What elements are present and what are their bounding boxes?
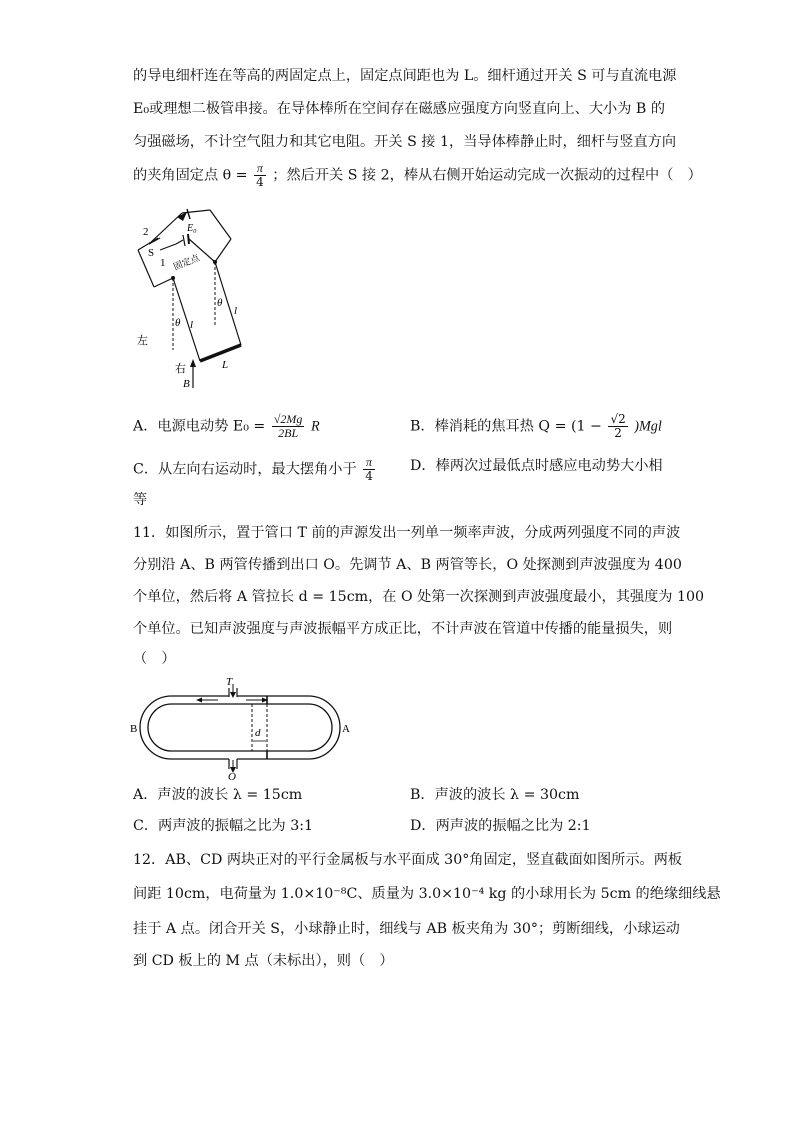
- q10-text-line-2: E₀或理想二极管串接。在导体棒所在空间存在磁感应强度方向竖直向上、大小为 B 的: [133, 101, 666, 117]
- fig-label-T: T: [226, 676, 233, 688]
- fig-label-1: 1: [160, 257, 166, 269]
- fig-label-theta-right: θ: [217, 297, 223, 309]
- q10-theta-fraction: $\frac{\pi}{4}$: [256, 161, 264, 189]
- q10-text-line-3: 匀强磁场，不计空气阻力和其它电阻。开关 S 接 1，当导体棒静止时，细杆与竖直方向: [133, 134, 677, 150]
- fig-label-2: 2: [143, 226, 149, 238]
- q10-option-b-fraction: $\frac{√2}{2}$: [610, 412, 626, 440]
- fig-label-S: S: [148, 247, 155, 259]
- fig-label-l-left: l: [190, 319, 194, 331]
- q11-option-d: D．两声波的振幅之比为 2:1: [410, 818, 591, 834]
- q11-option-a: A．声波的波长 λ = 15cm: [133, 787, 303, 803]
- fig-label-left: 左: [137, 335, 148, 347]
- q12-text-line-4: 到 CD 板上的 M 点（未标出），则（ ）: [133, 953, 394, 969]
- q11-text-line-4: 个单位。已知声波强度与声波振幅平方成正比，不计声波在管道中传播的能量损失，则: [133, 621, 673, 637]
- fig-label-theta-left: θ: [175, 317, 181, 329]
- q10-option-b: B．棒消耗的焦耳热 Q = (1 − $\frac{√2}{2}$ )Mgl: [410, 412, 662, 440]
- q10-option-d: D．棒两次过最低点时感应电动势大小相: [410, 458, 663, 474]
- fig-label-B-tube: B: [130, 723, 138, 735]
- q10-option-c: C．从左向右运动时，最大摆角小于 $\frac{\pi}{4}$: [133, 455, 373, 483]
- q11-text-line-1: 11．如图所示，置于管口 T 前的声源发出一列单一频率声波，分成两列强度不同的声波: [133, 525, 681, 541]
- q12-text-line-3: 挂于 A 点。闭合开关 S，小球静止时，细线与 AB 板夹角为 30°；剪断细线，小球运动: [133, 921, 680, 937]
- q11-text-line-3: 个单位，然后将 A 管拉长 d = 15cm，在 O 处第一次探测到声波强度最小，其强度为 100: [133, 589, 705, 605]
- q12-text-line-2: 间距 10cm，电荷量为 1.0×10⁻⁸C、质量为 3.0×10⁻⁴ kg 的小球用长为 5cm 的绝缘细线悬: [133, 886, 721, 902]
- q11-text-line-5: （ ）: [133, 651, 176, 667]
- fig-label-E0: E₀: [187, 223, 197, 234]
- fig-label-A-tube: A: [342, 723, 350, 735]
- q10-option-a: A．电源电动势 E₀ = $\frac{√2Mg}{2BL}$ R: [133, 412, 320, 440]
- fig-label-right: 右: [175, 363, 186, 375]
- q11-tube-figure: [130, 676, 355, 781]
- q10-line4-pre: 的夹角固定点 θ =: [133, 167, 248, 184]
- q11-option-b: B．声波的波长 λ = 30cm: [410, 787, 580, 803]
- fig-label-fixed-point: 固定点: [172, 252, 201, 272]
- q10-text-line-4: [133, 162, 702, 189]
- q10-option-d-continued: 等: [133, 492, 148, 508]
- q10-text-line-1: 的导电细杆连在等高的两固定点上，固定点间距也为 L。细杆通过开关 S 可与直流电源: [133, 68, 677, 84]
- q10-line4-post: ；然后开关 S 接 2，棒从右侧开始运动完成一次振动的过程中（ ）: [272, 167, 702, 184]
- q11-text-line-2: 分别沿 A、B 两管传播到出口 O。先调节 A、B 两管等长，O 处探测到声波强度为 400: [133, 557, 682, 573]
- q10-option-c-fraction: $\frac{\pi}{4}$: [365, 455, 373, 483]
- q11-option-c: C．两声波的振幅之比为 3:1: [133, 818, 314, 834]
- fig-label-l-right: l: [234, 305, 238, 317]
- fig-label-O: O: [228, 771, 236, 781]
- fig-label-B: B: [183, 378, 190, 390]
- q12-text-line-1: 12．AB、CD 两块正对的平行金属板与水平面成 30°角固定，竖直截面如图所示。两板: [133, 852, 683, 868]
- fig-label-d: d: [255, 727, 261, 739]
- q10-option-a-fraction: $\frac{√2Mg}{2BL}$: [273, 412, 303, 440]
- fig-label-L: L: [222, 359, 229, 371]
- q10-circuit-figure: [130, 198, 260, 393]
